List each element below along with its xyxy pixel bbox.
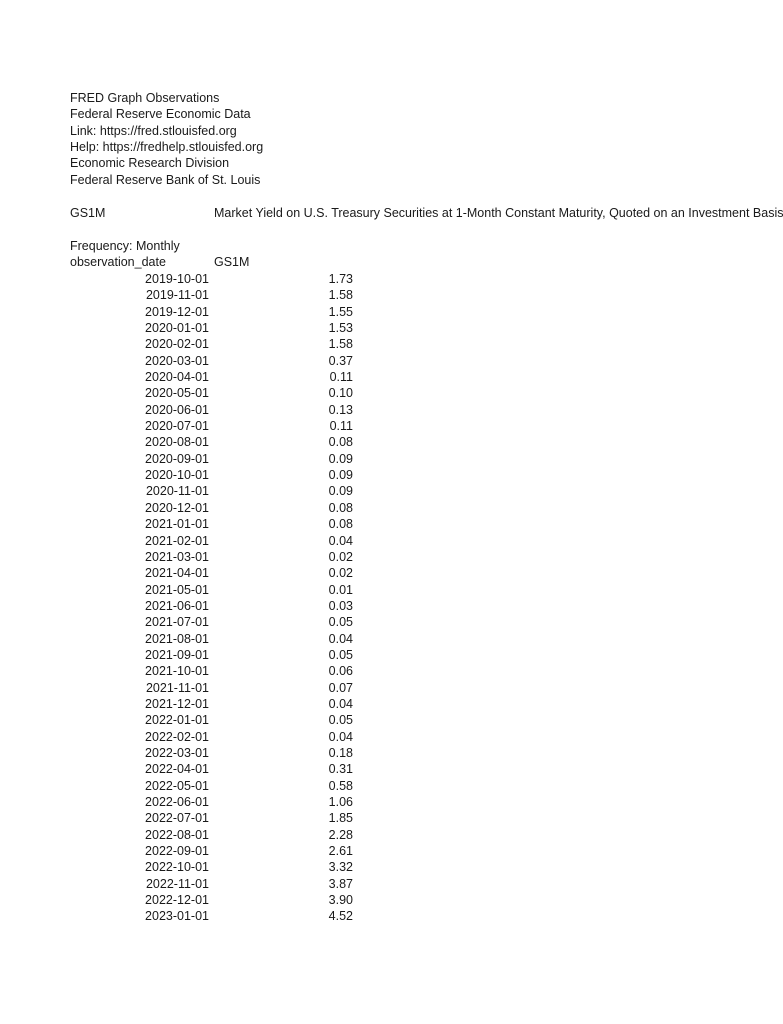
observation-value-cell: 1.85 [328, 811, 353, 826]
observation-date-cell: 2022-08-01 [145, 827, 209, 842]
observation-date-cell: 2020-10-01 [145, 468, 209, 483]
observation-date-cell: 2021-12-01 [145, 696, 209, 711]
header-line: Economic Research Division [70, 156, 230, 171]
observation-date-cell: 2023-01-01 [145, 909, 209, 924]
table-row [70, 778, 370, 794]
observation-date-cell: 2022-07-01 [145, 811, 209, 826]
table-row [70, 680, 370, 696]
observation-value-cell: 0.58 [328, 778, 353, 793]
observation-value-cell: 0.31 [328, 762, 353, 777]
table-row [70, 434, 370, 450]
observation-date-cell: 2021-09-01 [145, 647, 209, 662]
observation-date-cell: 2021-10-01 [145, 664, 209, 679]
observation-date-cell: 2022-02-01 [145, 729, 209, 744]
table-row [70, 353, 370, 369]
value-column-header: GS1M [214, 255, 250, 269]
table-row [70, 533, 370, 549]
observation-date-cell: 2021-01-01 [145, 517, 209, 532]
header-line: Link: https://fred.stlouisfed.org [70, 123, 237, 138]
observation-value-cell: 0.18 [328, 745, 353, 760]
table-row [70, 369, 370, 385]
table-row [70, 320, 370, 336]
observation-value-cell: 0.04 [328, 696, 353, 711]
table-row [70, 402, 370, 418]
table-row [70, 761, 370, 777]
table-row [70, 696, 370, 712]
table-row [70, 892, 370, 908]
observation-value-cell: 0.09 [328, 484, 353, 499]
header-line: Help: https://fredhelp.stlouisfed.org [70, 140, 264, 155]
observation-value-cell: 2.28 [328, 827, 353, 842]
observation-value-cell: 0.05 [328, 615, 353, 630]
observation-date-cell: 2020-07-01 [145, 419, 209, 434]
observation-value-cell: 0.37 [328, 353, 353, 368]
observation-date-cell: 2020-12-01 [145, 500, 209, 515]
observation-date-cell: 2020-03-01 [145, 353, 209, 368]
column-header-row [70, 254, 370, 270]
observation-date-cell: 2020-01-01 [145, 321, 209, 336]
observation-date-cell: 2022-01-01 [145, 713, 209, 728]
table-row [70, 745, 370, 761]
observation-value-cell: 3.87 [328, 876, 353, 891]
observation-value-cell: 4.52 [328, 909, 353, 924]
observation-value-cell: 0.05 [328, 647, 353, 662]
header-line: FRED Graph Observations [70, 91, 220, 105]
table-row [70, 827, 370, 843]
frequency-label: Frequency: Monthly [70, 239, 180, 253]
observation-value-cell: 0.03 [328, 598, 353, 613]
observation-value-cell: 0.08 [328, 517, 353, 532]
table-row [70, 663, 370, 679]
table-row [70, 483, 370, 499]
observation-date-cell: 2020-04-01 [145, 370, 209, 385]
observation-value-cell: 0.11 [329, 370, 353, 385]
observation-value-cell: 0.09 [328, 451, 353, 466]
table-row [70, 631, 370, 647]
observation-value-cell: 0.04 [328, 533, 353, 548]
observation-date-cell: 2021-05-01 [145, 582, 209, 597]
table-row [70, 516, 370, 532]
observation-value-cell: 0.09 [328, 468, 353, 483]
observations-table [70, 271, 370, 925]
table-row [70, 729, 370, 745]
observation-value-cell: 3.90 [328, 893, 353, 908]
observation-value-cell: 2.61 [328, 844, 353, 859]
observation-date-cell: 2020-08-01 [145, 435, 209, 450]
table-row [70, 385, 370, 401]
observation-date-cell: 2022-12-01 [145, 893, 209, 908]
series-title: Market Yield on U.S. Treasury Securities at 1-Month Constant Maturity, Quoted on an Investment Basis [214, 206, 783, 220]
observation-date-cell: 2022-11-01 [145, 876, 209, 891]
observation-date-cell: 2022-10-01 [145, 860, 209, 875]
observation-value-cell: 0.06 [328, 664, 353, 679]
observation-date-cell: 2021-04-01 [145, 566, 209, 581]
table-row [70, 647, 370, 663]
observation-date-cell: 2022-03-01 [145, 745, 209, 760]
observation-date-cell: 2019-10-01 [145, 272, 209, 286]
table-row [70, 336, 370, 352]
series-id: GS1M [70, 206, 106, 220]
observation-value-cell: 0.05 [328, 713, 353, 728]
header-block [70, 90, 263, 188]
observation-date-cell: 2021-03-01 [145, 549, 209, 564]
table-row [70, 565, 370, 581]
observation-value-cell: 0.11 [329, 419, 353, 434]
observation-value-cell: 0.02 [328, 549, 353, 564]
observation-value-cell: 1.58 [328, 288, 353, 303]
observation-value-cell: 1.58 [328, 337, 353, 352]
table-row [70, 304, 370, 320]
table-row [70, 598, 370, 614]
table-row [70, 859, 370, 875]
header-line: Federal Reserve Economic Data [70, 107, 251, 122]
table-row [70, 287, 370, 303]
table-row [70, 451, 370, 467]
observation-date-cell: 2022-05-01 [145, 778, 209, 793]
observation-date-cell: 2021-07-01 [145, 615, 209, 630]
table-row [70, 712, 370, 728]
observation-date-cell: 2021-02-01 [145, 533, 209, 548]
observation-value-cell: 0.10 [328, 386, 353, 401]
table-row [70, 582, 370, 598]
observation-date-cell: 2020-06-01 [145, 402, 209, 417]
series-info-row [70, 205, 783, 221]
observation-value-cell: 1.53 [328, 321, 353, 336]
observation-value-cell: 3.32 [328, 860, 353, 875]
observation-value-cell: 0.08 [328, 435, 353, 450]
observation-date-cell: 2020-09-01 [145, 451, 209, 466]
observation-value-cell: 0.04 [328, 631, 353, 646]
table-row [70, 794, 370, 810]
observation-date-cell: 2021-06-01 [145, 598, 209, 613]
observation-value-cell: 0.13 [328, 402, 353, 417]
observation-date-cell: 2022-09-01 [145, 844, 209, 859]
table-row [70, 843, 370, 859]
observation-date-cell: 2020-05-01 [145, 386, 209, 401]
observation-value-cell: 0.04 [328, 729, 353, 744]
observation-date-cell: 2019-12-01 [145, 304, 209, 319]
observation-date-cell: 2020-11-01 [145, 484, 209, 499]
table-row [70, 810, 370, 826]
table-row [70, 549, 370, 565]
observation-value-cell: 1.06 [328, 795, 353, 809]
table-row [70, 467, 370, 483]
observation-value-cell: 1.73 [328, 272, 353, 286]
observation-value-cell: 1.55 [328, 304, 353, 319]
observation-date-cell: 2019-11-01 [145, 288, 209, 303]
observation-date-cell: 2022-04-01 [145, 762, 209, 777]
observation-date-cell: 2021-08-01 [145, 631, 209, 646]
table-row [70, 271, 370, 287]
observation-value-cell: 0.08 [328, 500, 353, 515]
table-row [70, 500, 370, 516]
table-row [70, 876, 370, 892]
table-row [70, 418, 370, 434]
observation-date-cell: 2020-02-01 [145, 337, 209, 352]
table-row [70, 908, 370, 924]
table-row [70, 614, 370, 630]
observation-value-cell: 0.01 [328, 582, 353, 597]
header-line: Federal Reserve Bank of St. Louis [70, 172, 261, 187]
observation-date-cell: 2021-11-01 [145, 680, 209, 695]
observation-value-cell: 0.07 [328, 680, 353, 695]
observation-value-cell: 0.02 [328, 566, 353, 581]
date-column-header: observation_date [70, 255, 166, 269]
observation-date-cell: 2022-06-01 [145, 795, 209, 809]
